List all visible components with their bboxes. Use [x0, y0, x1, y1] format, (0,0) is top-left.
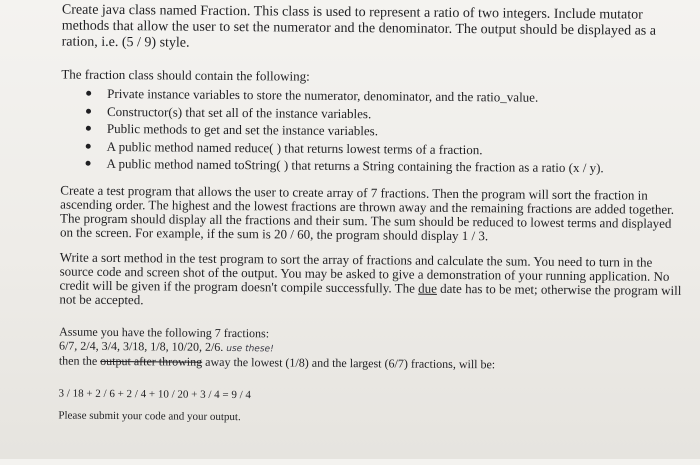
fractions-list: 6/7, 2/4, 3/4, 3/18, 1/8, 10/20, 2/6. [58, 338, 224, 354]
requirements-list [85, 85, 686, 178]
assume-line: Assume you have the following 7 fractions: [59, 324, 270, 341]
submit-instruction: Please submit your code and your output. [58, 409, 241, 424]
list-item: A public method named reduce( ) that returns lowest terms of a fraction. [85, 137, 685, 160]
sum-expression: 3 / 18 + 2 / 6 + 2 / 4 + 10 / 20 + 3 / 4 = 9 / 4 [58, 387, 251, 402]
list-item: A public method named toString( ) that returns a String containing the fraction as a ratio (x / y). [85, 155, 685, 178]
then-rest: away the lowest (1/8) and the largest (6/7) fractions, will be: [202, 354, 496, 372]
handwritten-note: use these! [226, 343, 274, 354]
sort-text-after: date has to be met; otherwise the program will not be accepted. [59, 280, 682, 308]
due-word: due [418, 280, 438, 296]
list-item: Public methods to get and set the instance variables. [85, 120, 685, 143]
assume-block [59, 326, 684, 374]
contain-heading: The fraction class should contain the following: [61, 66, 310, 84]
intro-paragraph: Create java class named Fraction. This class is used to represent a ratio of two integers. Include mutator methods that allow the user to set the numerator and the denominator. The output should be displayed as a ration, i.e. (5 / 9) style. [61, 2, 657, 51]
list-item: Private instance variables to store the numerator, denominator, and the ratio_value. [85, 85, 685, 108]
then-prefix: then the [58, 353, 101, 368]
struck-text: output after throwing [100, 353, 203, 369]
list-item: Constructor(s) that set all of the instance variables. [85, 102, 685, 125]
test-program-paragraph: Create a test program that allows the user to create array of 7 fractions. Then the program will sort the fraction in ascending order. The highest and the lowest fractions are thrown away and the remaining fractions are added together. The program should display all the fractions and their sum. The sum should be reduced to lowest terms and displayed on the screen. For example, if the sum is 20 / 60, the program should display 1 / 3. [59, 182, 675, 244]
sort-method-paragraph [59, 251, 684, 312]
sort-text-before: Write a sort method in the test program to sort the array of fractions and calculate the sum. You need to turn in the source code and screen shot of the output. You may be asked to give a demonstration of your running application. No credit will be given if the program doesn't compile successfully. The [59, 249, 670, 296]
